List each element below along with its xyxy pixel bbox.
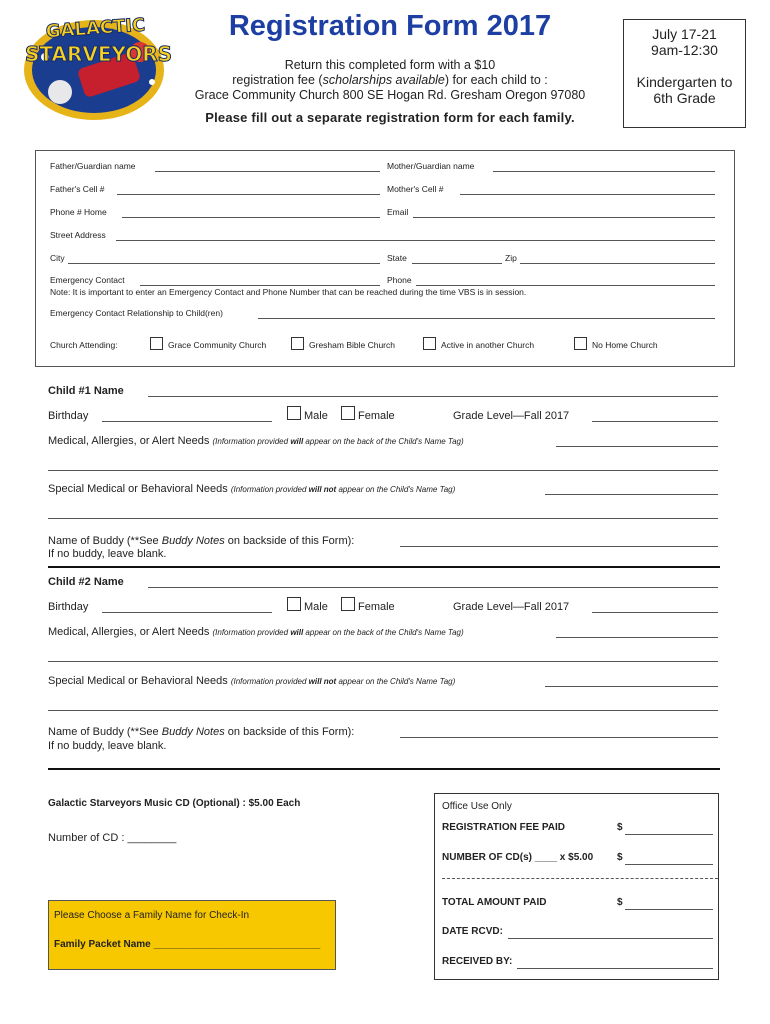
office-use-box: [434, 793, 719, 980]
church-address: Grace Community Church 800 SE Hogan Rd. Gresham Oregon 97080: [194, 88, 586, 102]
total-field[interactable]: [625, 909, 713, 910]
relationship-field[interactable]: [258, 318, 715, 319]
child2-grade-field[interactable]: [592, 612, 718, 613]
child2-birthday-field[interactable]: [102, 612, 272, 613]
divider-1: [48, 566, 720, 568]
father-field[interactable]: [155, 171, 380, 172]
state-field[interactable]: [412, 263, 502, 264]
total-dollar: $: [617, 897, 623, 908]
medical-text: Medical, Allergies, or Alert Needs: [48, 626, 210, 638]
fee-italic: scholarships available: [322, 73, 445, 87]
church-option-grace: Grace Community Church: [168, 340, 267, 350]
child1-male-checkbox[interactable]: [287, 406, 301, 420]
cd-number[interactable]: Number of CD : ________: [48, 832, 177, 844]
buddy-post: on backside of this Form):: [224, 535, 355, 547]
special-note: [231, 677, 455, 686]
logo: [20, 12, 173, 124]
special-note: [231, 485, 455, 494]
child1-medical-label: [48, 435, 464, 447]
office-title: Office Use Only: [442, 801, 512, 812]
event-dates: July 17-21: [652, 26, 717, 42]
reg-fee-dollar: $: [617, 822, 623, 833]
family-choose: Please Choose a Family Name for Check-In: [54, 910, 250, 921]
child2-medical-label: [48, 626, 464, 638]
child2-male-label: Male: [304, 601, 328, 613]
child1-grade-field[interactable]: [592, 421, 718, 422]
buddy-italic: Buddy Notes: [161, 535, 225, 547]
fee-post: ) for each child to :: [444, 73, 548, 87]
zip-field[interactable]: [520, 263, 715, 264]
event-info-box: [623, 19, 746, 128]
cds-dollar: $: [617, 852, 623, 863]
parent-section: [35, 150, 735, 367]
buddy-italic: Buddy Notes: [161, 726, 225, 738]
child2-buddy-field[interactable]: [400, 737, 718, 738]
emergency-field[interactable]: [140, 285, 380, 286]
child1-medical-field-2[interactable]: [48, 470, 718, 471]
street-field[interactable]: [116, 240, 715, 241]
child1-male-label: Male: [304, 410, 328, 422]
street-label: Street Address: [50, 230, 106, 240]
special-note-post: appear on the Child's Name Tag): [336, 677, 456, 686]
page-title: Registration Form 2017: [228, 10, 552, 42]
child1-birthday-field[interactable]: [102, 421, 272, 422]
logo-text-top: GALACTIC: [45, 14, 146, 43]
emergency-label: Emergency Contact: [50, 275, 125, 285]
total-label: TOTAL AMOUNT PAID: [442, 897, 547, 908]
child1-special-label: [48, 483, 455, 495]
city-label: City: [50, 253, 65, 263]
church-attending-label: Church Attending:: [50, 340, 118, 350]
medical-text: Medical, Allergies, or Alert Needs: [48, 435, 210, 447]
child1-female-label: Female: [358, 410, 395, 422]
child2-female-label: Female: [358, 601, 395, 613]
buddy-pre: Name of Buddy (**See: [48, 726, 162, 738]
special-text: Special Medical or Behavioral Needs: [48, 675, 228, 687]
date-field[interactable]: [508, 938, 713, 939]
emergency-phone-field[interactable]: [416, 285, 715, 286]
special-note-post: appear on the Child's Name Tag): [336, 485, 456, 494]
medical-note-post: appear on the back of the Child's Name Tag): [303, 437, 464, 446]
family-packet[interactable]: Family Packet Name ______________________________: [54, 939, 321, 950]
special-note-pre: (Information provided: [230, 677, 309, 686]
child1-medical-field[interactable]: [556, 446, 718, 447]
father-cell-field[interactable]: [117, 194, 380, 195]
church-option-gresham: Gresham Bible Church: [309, 340, 395, 350]
child1-name-label: Child #1 Name: [48, 385, 124, 397]
child2-male-checkbox[interactable]: [287, 597, 301, 611]
church-option-none: No Home Church: [592, 340, 658, 350]
emergency-note: Note: It is important to enter an Emergency Contact and Phone Number that can be reached during the time VBS is in session.: [50, 287, 527, 297]
family-name-box: [48, 900, 336, 970]
special-note-pre: (Information provided: [230, 485, 309, 494]
office-divider: [442, 878, 718, 879]
mother-label: Mother/Guardian name: [387, 161, 475, 171]
father-cell-label: Father's Cell #: [50, 184, 105, 194]
buddy-pre: Name of Buddy (**See: [48, 535, 162, 547]
reg-fee-label: REGISTRATION FEE PAID: [442, 822, 565, 833]
emergency-phone-label: Phone: [387, 275, 412, 285]
child1-buddy-field[interactable]: [400, 546, 718, 547]
child1-female-checkbox[interactable]: [341, 406, 355, 420]
child1-birthday-label: Birthday: [48, 410, 89, 422]
mother-field[interactable]: [493, 171, 715, 172]
medical-note: [212, 628, 463, 637]
child2-medical-field[interactable]: [556, 637, 718, 638]
medical-note: [212, 437, 463, 446]
child2-buddy-blank: If no buddy, leave blank.: [48, 740, 167, 752]
date-label: DATE RCVD:: [442, 926, 503, 937]
medical-note-pre: (Information provided: [212, 628, 291, 637]
church-option-other: Active in another Church: [441, 340, 535, 350]
child2-birthday-label: Birthday: [48, 601, 89, 613]
cds-field[interactable]: [625, 864, 713, 865]
return-line-2: [160, 73, 620, 88]
child2-name-field[interactable]: [148, 587, 718, 588]
mother-cell-field[interactable]: [460, 194, 715, 195]
church-checkbox-other[interactable]: [423, 337, 436, 350]
medical-note-post: appear on the back of the Child's Name Tag): [303, 628, 464, 637]
child2-medical-field-2[interactable]: [48, 661, 718, 662]
child2-special-label: [48, 675, 455, 687]
child1-special-field-2[interactable]: [48, 518, 718, 519]
email-field[interactable]: [413, 217, 715, 218]
return-line-1: Return this completed form with a $10: [284, 58, 496, 72]
child1-buddy-label: [48, 535, 354, 547]
child2-female-checkbox[interactable]: [341, 597, 355, 611]
cd-label: Galactic Starveyors Music CD (Optional) : $5.00 Each: [48, 798, 301, 809]
child2-special-field-2[interactable]: [48, 710, 718, 711]
logo-text-main: STARVEYORS: [25, 42, 173, 66]
grade-range-1: Kindergarten to: [636, 74, 733, 90]
church-checkbox-grace[interactable]: [150, 337, 163, 350]
state-label: State: [387, 253, 407, 263]
divider-2: [48, 768, 720, 770]
buddy-post: on backside of this Form):: [224, 726, 355, 738]
medical-note-pre: (Information provided: [212, 437, 291, 446]
relationship-label: Emergency Contact Relationship to Child(ren): [50, 308, 223, 318]
child1-name-field[interactable]: [148, 396, 718, 397]
received-label: RECEIVED BY:: [442, 956, 513, 967]
received-field[interactable]: [517, 968, 713, 969]
zip-label: Zip: [505, 253, 517, 263]
event-time: 9am-12:30: [651, 42, 718, 58]
separate-form-note: Please fill out a separate registration form for each family.: [205, 110, 575, 125]
child2-grade-label: Grade Level—Fall 2017: [453, 601, 570, 613]
special-note-bold: will not: [308, 485, 337, 494]
grade-range-2: 6th Grade: [653, 90, 716, 106]
church-checkbox-none[interactable]: [574, 337, 587, 350]
return-instructions: [160, 58, 620, 103]
medical-note-bold: will: [290, 628, 304, 637]
cds-label: NUMBER OF CD(s) ____ x $5.00: [442, 852, 594, 863]
medical-note-bold: will: [290, 437, 304, 446]
child1-buddy-blank: If no buddy, leave blank.: [48, 548, 167, 560]
mother-cell-label: Mother's Cell #: [387, 184, 444, 194]
city-field[interactable]: [68, 263, 380, 264]
child2-buddy-label: [48, 726, 354, 738]
special-note-bold: will not: [308, 677, 337, 686]
reg-fee-field[interactable]: [625, 834, 713, 835]
email-label: Email: [387, 207, 409, 217]
phone-home-label: Phone # Home: [50, 207, 107, 217]
child2-special-field[interactable]: [545, 686, 718, 687]
special-text: Special Medical or Behavioral Needs: [48, 483, 228, 495]
phone-home-field[interactable]: [122, 217, 380, 218]
child1-grade-label: Grade Level—Fall 2017: [453, 410, 570, 422]
child2-name-label: Child #2 Name: [48, 576, 124, 588]
father-label: Father/Guardian name: [50, 161, 136, 171]
child1-special-field[interactable]: [545, 494, 718, 495]
fee-pre: registration fee (: [232, 73, 323, 87]
church-checkbox-gresham[interactable]: [291, 337, 304, 350]
